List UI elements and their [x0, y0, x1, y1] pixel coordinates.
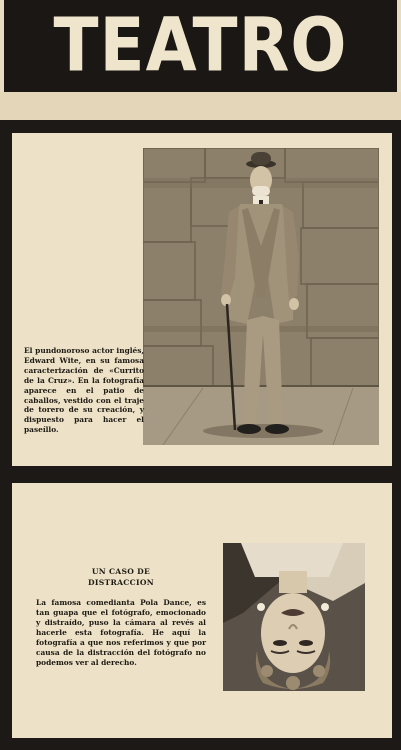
article-title: [36, 566, 206, 588]
title-line-2: DISTRACCION: [88, 578, 154, 587]
masthead-gap: [0, 92, 401, 120]
actress-photo-image: [223, 543, 365, 691]
actress-photo: [223, 543, 365, 691]
actress-caption: La famosa comedianta Pola Dance, es tan guapa que el fotógrafo, emocionado y distraído, puso la cámara al revés al hacerle esta fotografía. He aquí la fotografía a que nos referimos y que por causa de la distracción del fotógrafo no podemos ver al derecho.: [36, 598, 206, 667]
masthead: [4, 0, 397, 92]
actor-photo-image: [143, 148, 379, 445]
section-title: TEATRO: [53, 2, 348, 89]
actor-photo: [143, 148, 379, 445]
actor-caption: El pundonoroso actor inglés, Edward Wite, en su famosa caracterización de «Currito de la Cruz». En la fotografía aparece en el patio de caballos, vestido con el traje de torero de su creación, y dispuesto para hacer el paseíllo.: [24, 346, 144, 435]
title-line-1: UN CASO DE: [91, 567, 151, 576]
